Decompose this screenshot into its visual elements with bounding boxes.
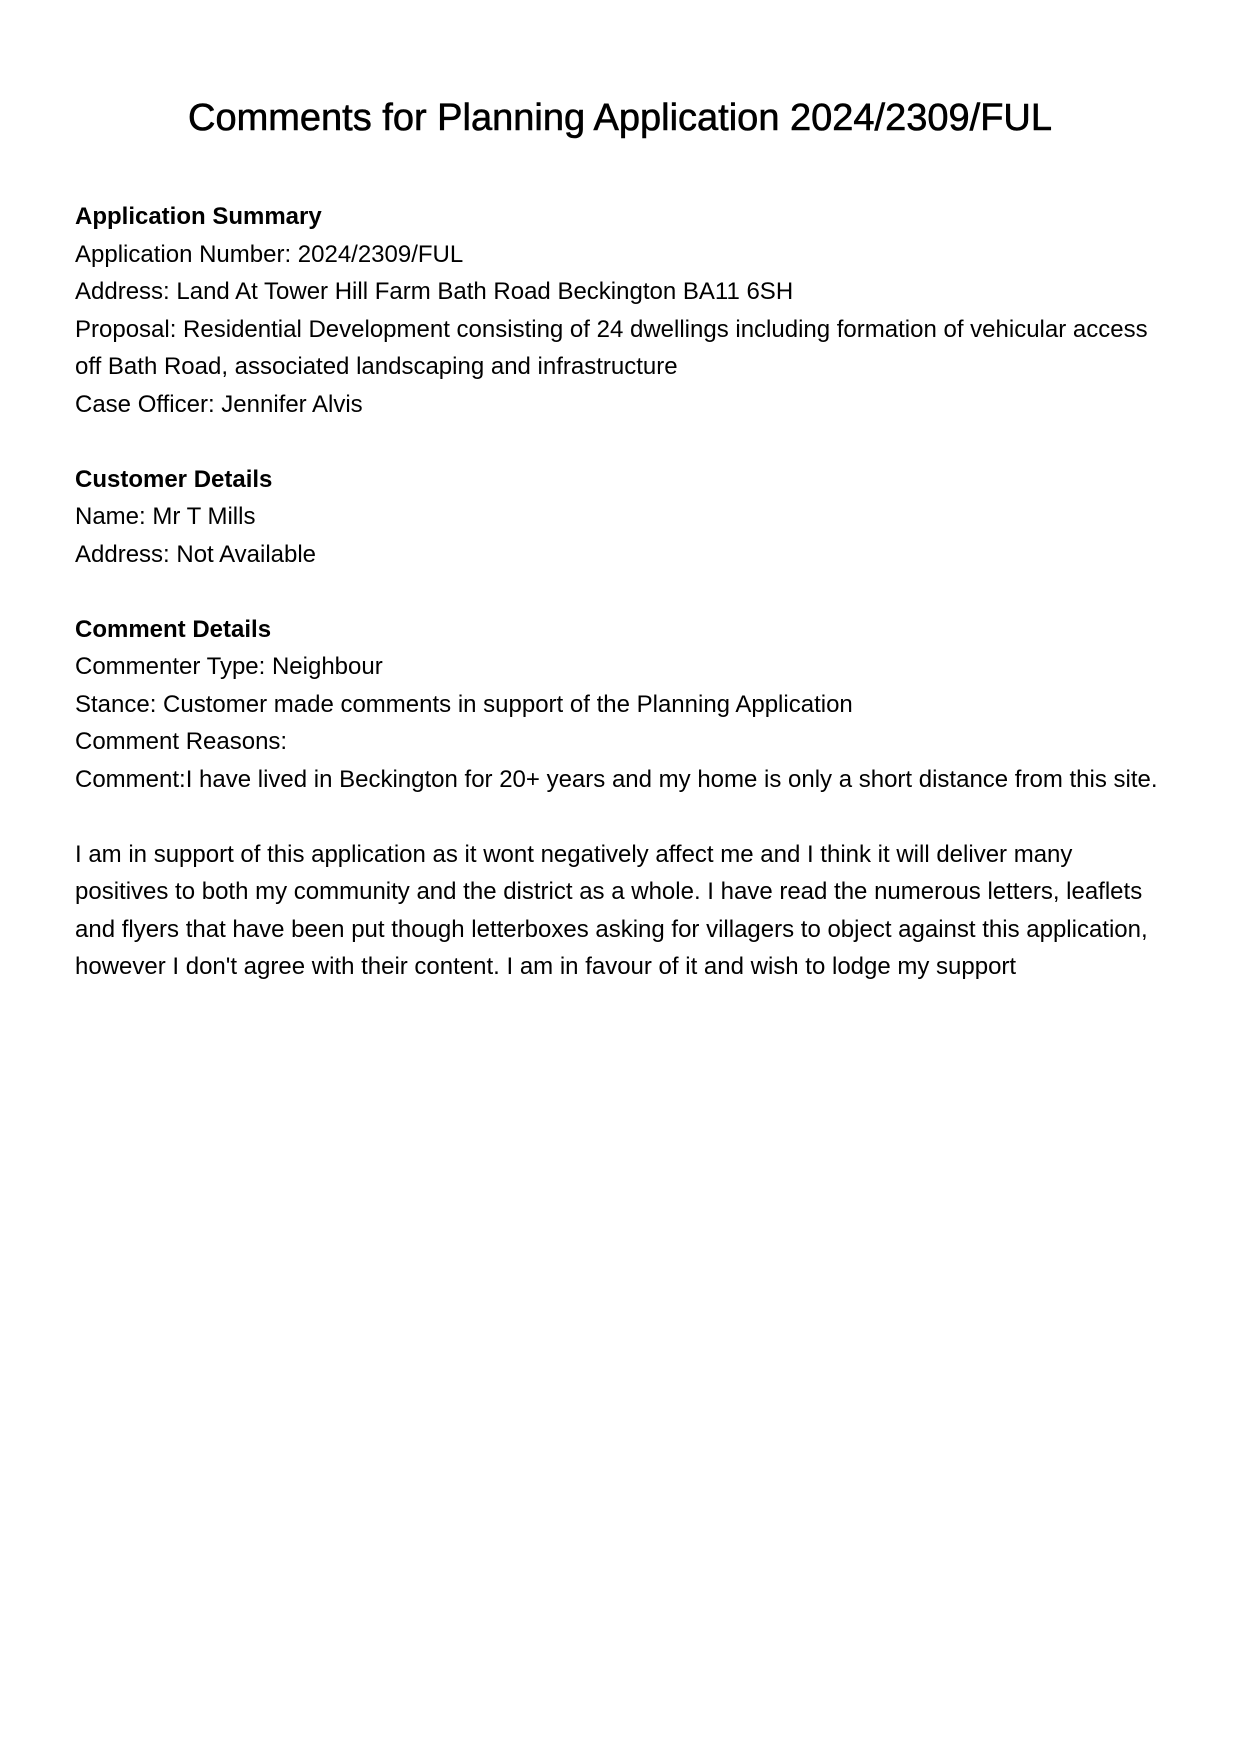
- application-summary-heading: Application Summary: [75, 203, 322, 230]
- customer-address: Address: Not Available: [75, 540, 317, 568]
- customer-name: Name: Mr T Mills: [75, 503, 256, 530]
- stance: Stance: Customer made comments in support of the Planning Application: [75, 690, 853, 718]
- comment-details-heading: Comment Details: [75, 615, 272, 643]
- application-proposal: Proposal: Residential Development consisting of 24 dwellings including formation of vehicular access off Bath Road, associated landscaping and infrastructure: [75, 315, 1148, 380]
- comment-details-section: [75, 611, 1165, 986]
- page-title: Comments for Planning Application 2024/2309/FUL: [188, 97, 1052, 139]
- application-address: Address: Land At Tower Hill Farm Bath Road Beckington BA11 6SH: [75, 278, 794, 305]
- application-number: Application Number: 2024/2309/FUL: [75, 240, 464, 268]
- comment-paragraph-1: Comment:I have lived in Beckington for 20+ years and my home is only a short distance from this site.: [75, 765, 1158, 793]
- case-officer: Case Officer: Jennifer Alvis: [75, 390, 363, 418]
- application-summary-section: [75, 198, 1165, 423]
- commenter-type: Commenter Type: Neighbour: [75, 653, 383, 680]
- comment-reasons: Comment Reasons:: [75, 728, 288, 755]
- customer-details-section: [75, 461, 1165, 574]
- document-body: [75, 198, 1165, 1023]
- customer-details-heading: Customer Details: [75, 465, 273, 493]
- comment-paragraph-2: I am in support of this application as it wont negatively affect me and I think it will deliver many positives to both my community and the district as a whole. I have read the numerous letters, leaflets and flyers that have been put though letterboxes asking for villagers to object against this application, however I don't agree with their content. I am in favour of it and wish to lodge my support: [75, 840, 1148, 980]
